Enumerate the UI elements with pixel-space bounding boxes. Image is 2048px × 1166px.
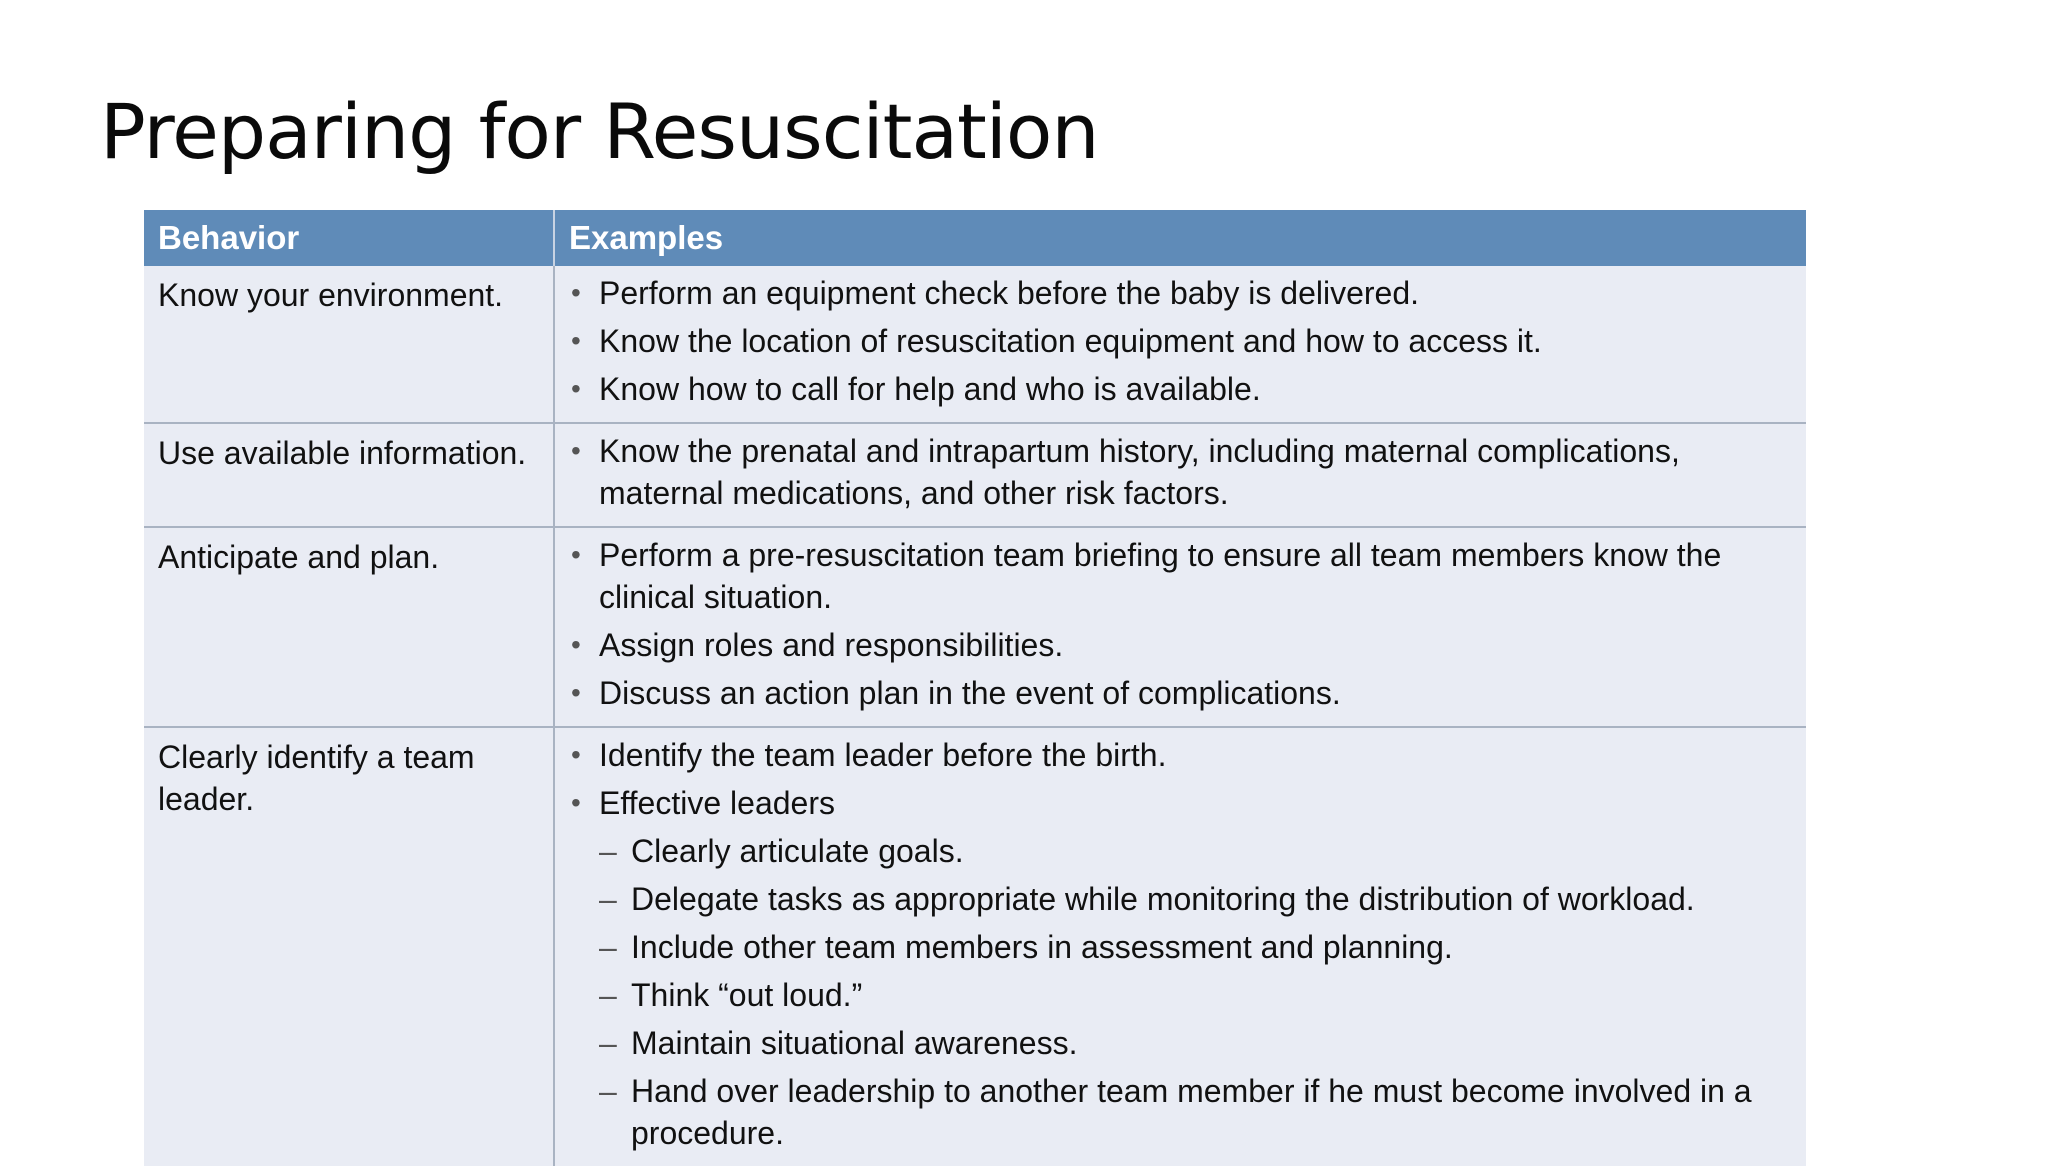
example-item: • Identify the team leader before the birth. [569, 734, 1792, 776]
example-item: • Know how to call for help and who is available. [569, 368, 1792, 410]
examples-list [569, 734, 1792, 1154]
example-item: • Discuss an action plan in the event of complications. [569, 672, 1792, 714]
behavior-cell [144, 266, 554, 423]
table-row [144, 423, 1806, 527]
sub-example-item: – Delegate tasks as appropriate while monitoring the distribution of workload. [599, 878, 1792, 920]
behavior-examples-table [144, 210, 1806, 1166]
behavior-label: Use available information. [158, 435, 527, 471]
header-examples: Examples [554, 210, 1806, 266]
table-row [144, 727, 1806, 1166]
table-header-row [144, 210, 1806, 266]
example-item: • Perform an equipment check before the baby is delivered. [569, 272, 1792, 314]
example-item: • Perform a pre-resuscitation team briefing to ensure all team members know the clinical situation. [569, 534, 1792, 618]
leader-sub-list [599, 830, 1792, 1154]
sub-example-item: – Clearly articulate goals. [599, 830, 1792, 872]
sub-example-item: – Think “out loud.” [599, 974, 1792, 1016]
header-behavior: Behavior [144, 210, 554, 266]
examples-cell [554, 266, 1806, 423]
table-row [144, 527, 1806, 727]
example-item-label: Effective leaders [599, 785, 835, 821]
slide-title: Preparing for Resuscitation [100, 87, 1099, 176]
example-item-with-sublist [569, 782, 1792, 1154]
examples-list [569, 272, 1792, 410]
behavior-examples-table-container [144, 210, 1806, 1151]
sub-example-item: – Maintain situational awareness. [599, 1022, 1792, 1064]
table-row [144, 266, 1806, 423]
sub-example-item: – Include other team members in assessment and planning. [599, 926, 1792, 968]
behavior-cell [144, 727, 554, 1166]
example-item: • Know the location of resuscitation equipment and how to access it. [569, 320, 1792, 362]
behavior-label: Anticipate and plan. [158, 539, 440, 575]
examples-cell [554, 727, 1806, 1166]
behavior-cell [144, 527, 554, 727]
behavior-label: Know your environment. [158, 277, 504, 313]
sub-example-item: – Hand over leadership to another team member if he must become involved in a procedure. [599, 1070, 1792, 1154]
examples-cell [554, 527, 1806, 727]
examples-list [569, 430, 1792, 514]
example-item: • Assign roles and responsibilities. [569, 624, 1792, 666]
behavior-cell [144, 423, 554, 527]
examples-cell [554, 423, 1806, 527]
examples-list [569, 534, 1792, 714]
example-item: • Know the prenatal and intrapartum history, including maternal complications, maternal medications, and other risk factors. [569, 430, 1792, 514]
behavior-label: Clearly identify a team leader. [158, 739, 475, 817]
